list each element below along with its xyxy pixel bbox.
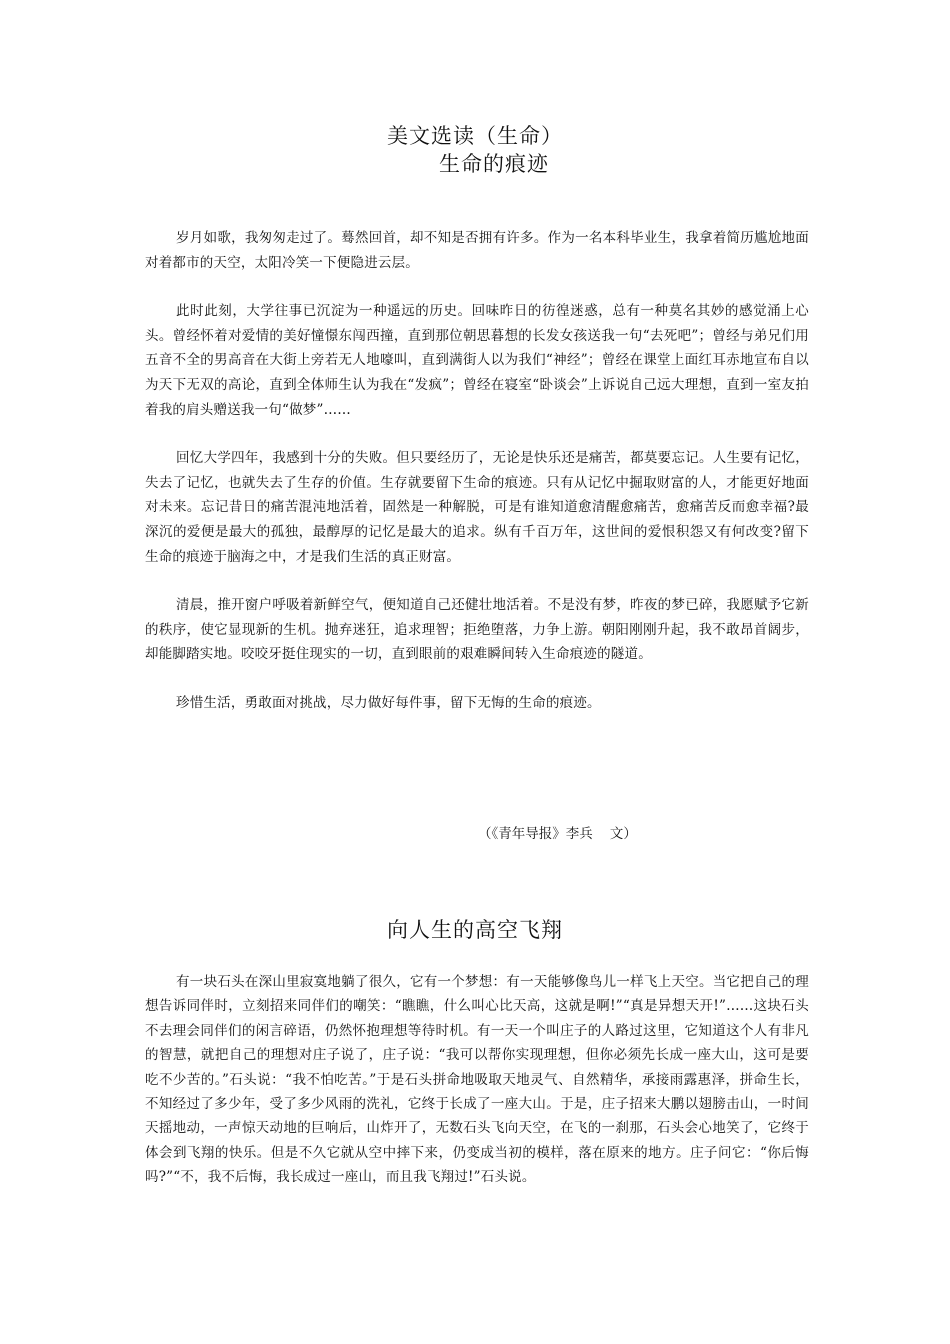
paragraph: 珍惜生活，勇敢面对挑战，尽力做好每件事，留下无悔的生命的痕迹。 <box>176 694 601 711</box>
article-title: 生命的痕迹 <box>439 152 549 176</box>
paragraph: 此时此刻，大学往事已沉淀为一种遥远的历史。回味昨日的彷徨迷惑，总有一种莫名其妙的感觉涌上心头。曾经怀着对爱情的美好憧憬东闯西撞，直到那位朝思暮想的长发女孩送我一句“去死吧”；曾经与弟兄们用五音不全的男高音在大街上旁若无人地嚎叫，直到满街人以为我们“神经”；曾经在课堂上面红耳赤地宣布自以为天下无双的高论，直到全体师生认为我在“发疯”；曾经在寝室“卧谈会”上诉说自己远大理想，直到一室友拍着我的肩头赠送我一句“做梦”…… <box>145 303 809 418</box>
paragraph: 回忆大学四年，我感到十分的失败。但只要经历了，无论是快乐还是痛苦，都莫要忘记。人生要有记忆，失去了记忆，也就失去了生存的价值。生存就要留下生命的痕迹。只有从记忆中掘取财富的人，才能更好地面对未来。忘记昔日的痛苦混沌地活着，固然是一种解脱，可是有谁知道愈清醒愈痛苦，愈痛苦反而愈幸福?最深沉的爱便是最大的孤独，最醇厚的记忆是最大的追求。纵有千百万年，这世间的爱恨积怨又有何改变?留下生命的痕迹于脑海之中，才是我们生活的真正财富。 <box>145 450 809 565</box>
second-article-body <box>145 970 809 1214</box>
page-title: 美文选读（生命） <box>387 124 563 148</box>
second-article-title: 向人生的高空飞翔 <box>387 918 563 942</box>
title-block <box>0 122 950 178</box>
article-body <box>145 226 809 740</box>
paragraph: 岁月如歌，我匆匆走过了。蓦然回首，却不知是否拥有许多。作为一名本科毕业生，我拿着简历尴尬地面对着都市的天空，太阳冷笑一下便隐进云层。 <box>145 230 809 271</box>
source-attribution: （《青年导报》李兵 文） <box>478 826 637 842</box>
paragraph: 有一块石头在深山里寂寞地躺了很久，它有一个梦想：有一天能够像鸟儿一样飞上天空。当它把自己的理想告诉同伴时，立刻招来同伴们的嘲笑：“瞧瞧，什么叫心比天高，这就是啊!”“真是异想天开!”……这块石头不去理会同伴们的闲言碎语，仍然怀抱理想等待时机。有一天一个叫庄子的人路过这里，它知道这个人有非凡的智慧，就把自己的理想对庄子说了，庄子说：“我可以帮你实现理想，但你必须先长成一座大山，这可是要吃不少苦的。”石头说：“我不怕吃苦。”于是石头拼命地吸取天地灵气、自然精华，承接雨露惠泽，拼命生长，不知经过了多少年，受了多少风雨的洗礼，它终于长成了一座大山。于是，庄子招来大鹏以翅膀击山，一时间天摇地动，一声惊天动地的巨响后，山炸开了，无数石头飞向天空，在飞的一刹那，石头会心地笑了，它终于体会到飞翔的快乐。但是不久它就从空中摔下来，仍变成当初的模样，落在原来的地方。庄子问它：“你后悔吗?”“不，我不后悔，我长成过一座山，而且我飞翔过!”石头说。 <box>145 974 810 1186</box>
paragraph: 清晨，推开窗户呼吸着新鲜空气，便知道自己还健壮地活着。不是没有梦，昨夜的梦已碎，我愿赋予它新的秩序，使它显现新的生机。抛弃迷狂，追求理智；拒绝堕落，力争上游。朝阳刚刚升起，我不敢昂首阔步，却能脚踏实地。咬咬牙挺住现实的一切，直到眼前的艰难瞬间转入生命痕迹的隧道。 <box>145 597 809 663</box>
